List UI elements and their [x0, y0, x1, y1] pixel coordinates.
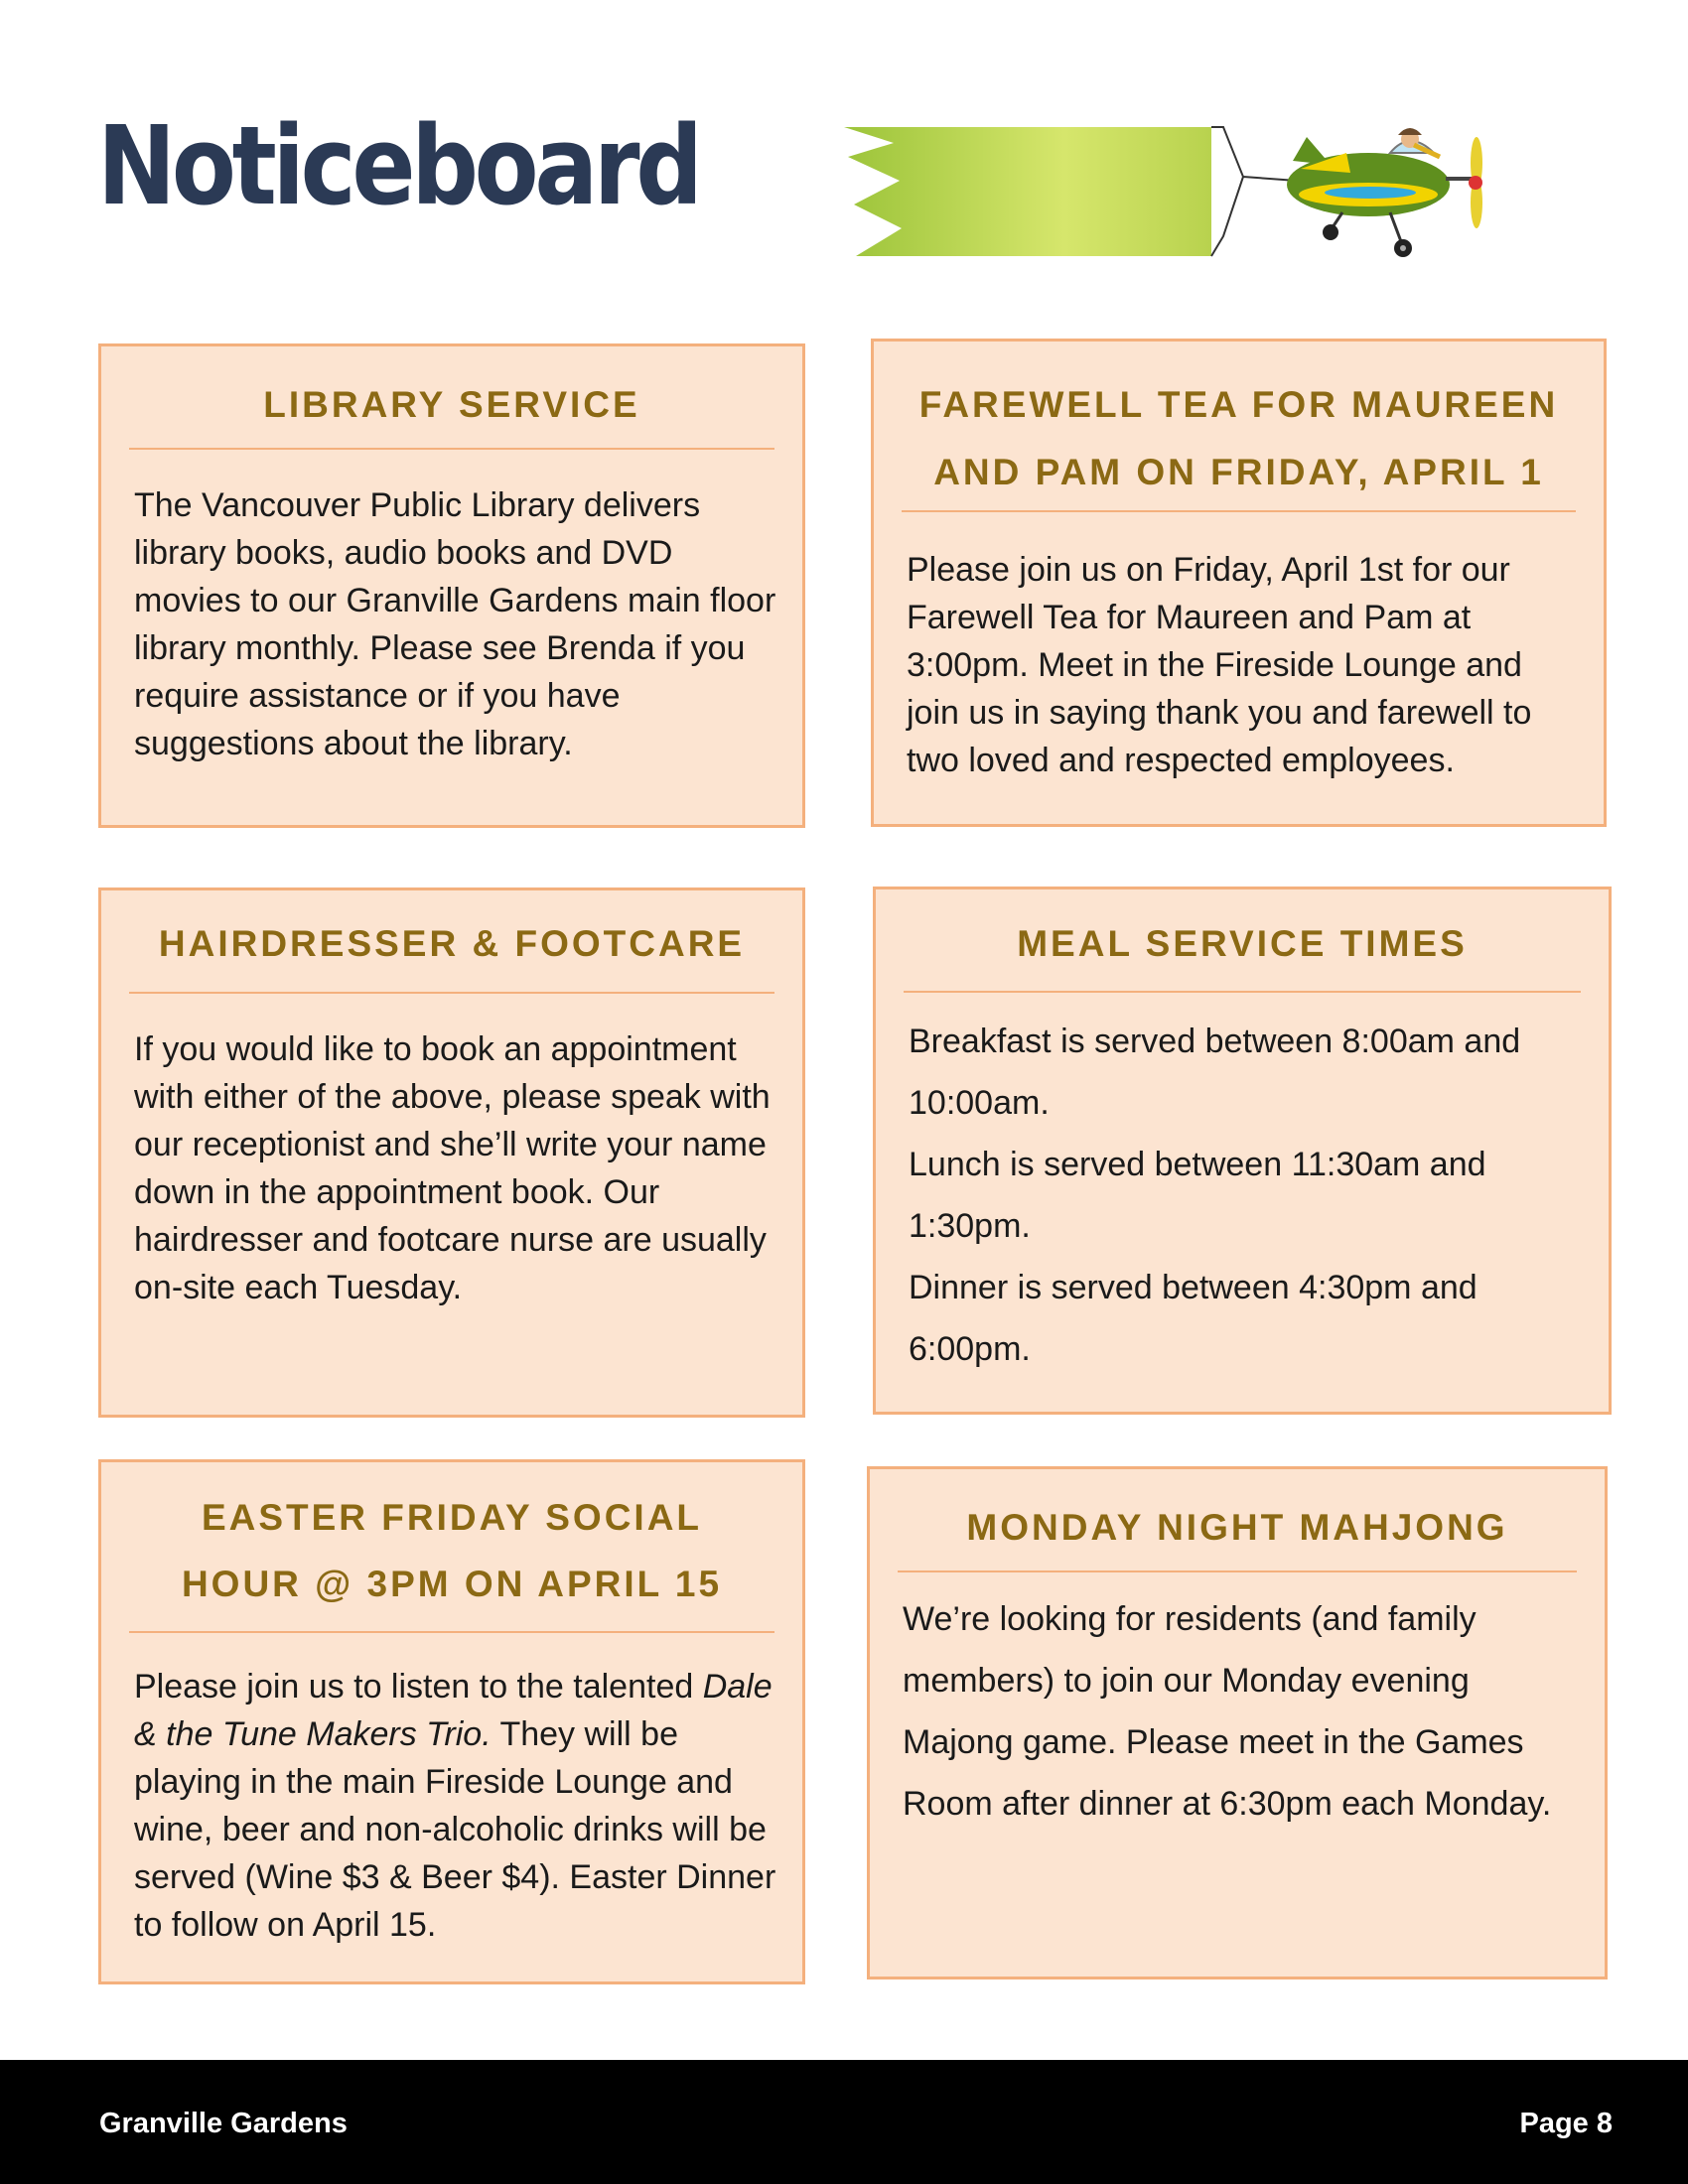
notice-body: We’re looking for residents (and family members) to join our Monday evening Majong game. Please meet in the Games Room after dinner at 6:30pm each Monday. [903, 1600, 1552, 1823]
heading-divider [902, 510, 1576, 512]
notice-monday-mahjong [867, 1466, 1608, 1979]
notice-heading: LIBRARY SERVICE [263, 384, 640, 425]
heading-divider [904, 991, 1581, 993]
notice-heading: HAIRDRESSER & FOOTCARE [158, 923, 746, 964]
heading-divider [129, 1631, 774, 1633]
notice-heading: EASTER FRIDAY SOCIAL HOUR @ 3PM ON APRIL 15 [181, 1497, 723, 1604]
heading-divider [898, 1570, 1577, 1572]
banner-flag [844, 127, 1211, 256]
notice-heading: FAREWELL TEA FOR MAUREEN AND PAM ON FRIDAY, APRIL 1 [918, 384, 1559, 492]
page-footer [0, 2060, 1688, 2184]
notice-body [909, 1011, 1589, 1380]
notice-body: Please join us to listen to the talented Dale & the Tune Makers Trio. They will be playing in the main Fireside Lounge and wine, beer and non-alcoholic drinks will be served (Wine $3 & Beer $4). Easter Dinner to follow on April 15. [134, 1668, 776, 1944]
breakfast-time: Breakfast is served between 8:00am and 10:00am. [909, 1023, 1521, 1122]
notice-body: The Vancouver Public Library delivers library books, audio books and DVD movies to our Granville Gardens main floor library monthly. Please see Brenda if you require assistance or if you have suggestions about the library. [134, 486, 776, 762]
footer-publication-name: Granville Gardens [99, 2108, 348, 2139]
airplane-banner-illustration [834, 109, 1569, 283]
heading-divider [129, 448, 774, 450]
page-title: Noticeboard [97, 102, 699, 229]
notice-heading: MEAL SERVICE TIMES [1017, 923, 1468, 964]
notice-library-service [98, 343, 805, 828]
notice-body: If you would like to book an appointment with either of the above, please speak with our receptionist and she’ll write your name down in the appointment book. Our hairdresser and footcare nurse are usually on-site each Tuesday. [134, 1030, 771, 1306]
notice-farewell-tea [871, 339, 1607, 827]
airplane-icon [1287, 128, 1482, 257]
notice-hairdresser-footcare [98, 887, 805, 1418]
heading-divider [129, 992, 774, 994]
notice-body: Please join us on Friday, April 1st for our Farewell Tea for Maureen and Pam at 3:00pm. Meet in the Fireside Lounge and join us in saying thank you and farewell to two loved and respected employees. [907, 551, 1532, 779]
performer-name: Dale & the Tune Makers Trio. [134, 1668, 773, 1753]
footer-page-number: Page 8 [1519, 2108, 1613, 2139]
tow-rope [1211, 127, 1297, 256]
dinner-time: Dinner is served between 4:30pm and 6:00pm. [909, 1269, 1477, 1368]
notice-easter-social-hour [98, 1459, 805, 1984]
notice-meal-service-times [873, 887, 1612, 1415]
lunch-time: Lunch is served between 11:30am and 1:30pm. [909, 1146, 1486, 1245]
notice-heading: MONDAY NIGHT MAHJONG [966, 1507, 1508, 1548]
